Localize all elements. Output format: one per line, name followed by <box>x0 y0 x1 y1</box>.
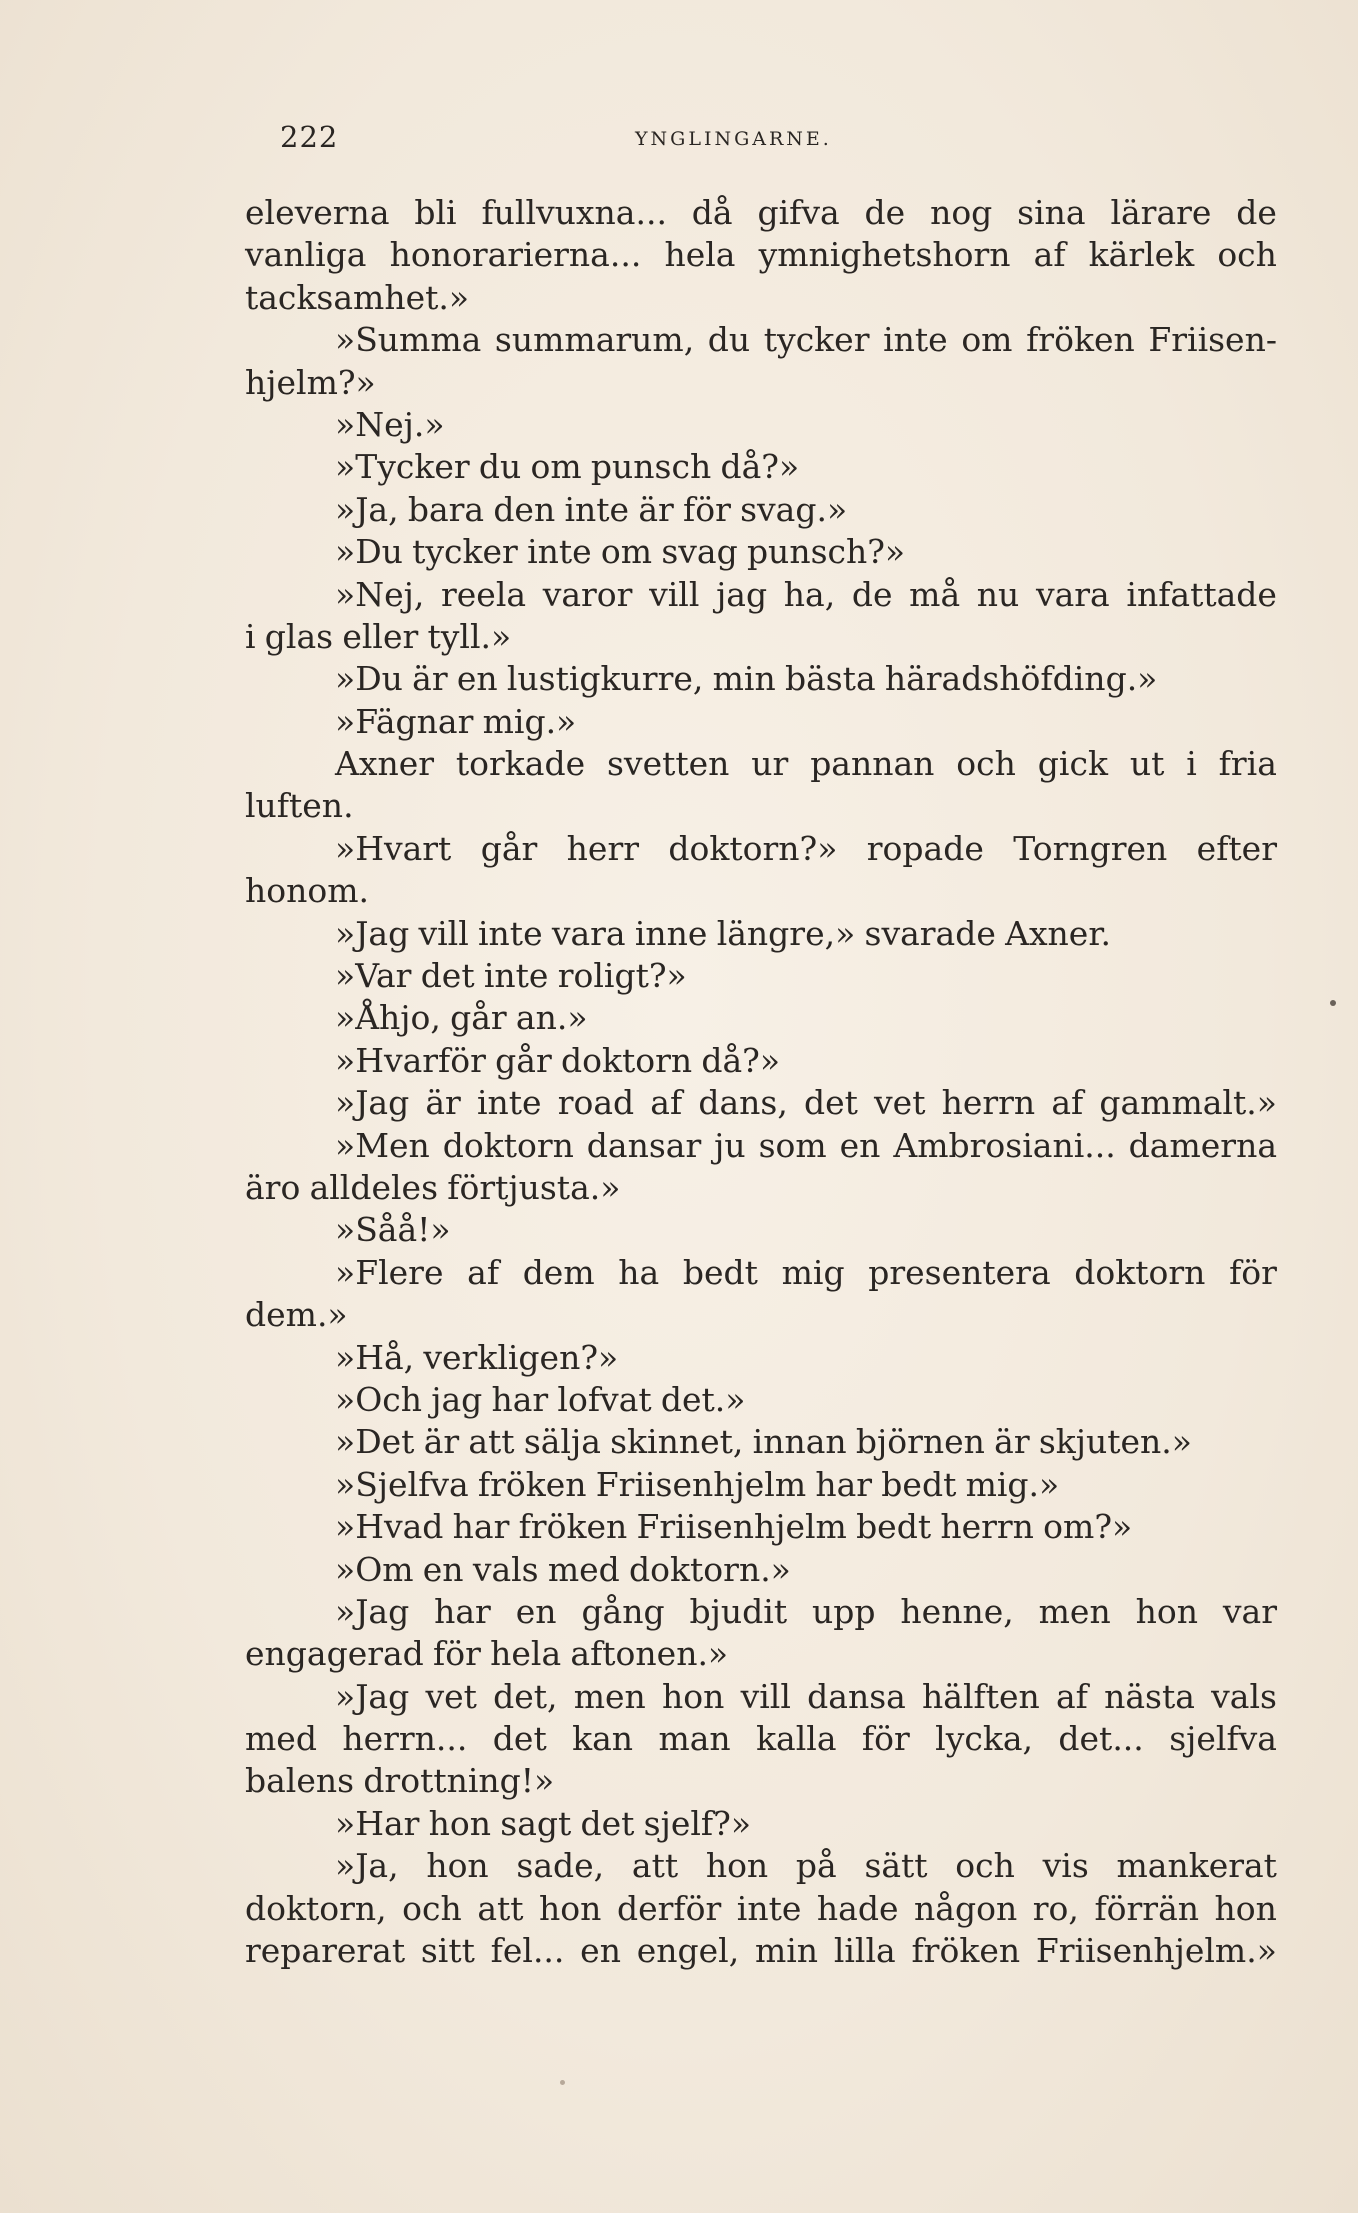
word: »Men <box>335 1125 430 1165</box>
word: road <box>557 1083 635 1123</box>
text-line <box>245 404 1277 446</box>
word: vara <box>1035 574 1110 614</box>
word: summarum, <box>494 320 695 360</box>
word: vanliga <box>245 235 367 275</box>
word: kalla <box>756 1719 837 1759</box>
word: »Och <box>335 1379 422 1419</box>
word: går <box>450 998 507 1038</box>
running-head: YNGLINGARNE. <box>635 128 832 150</box>
word: »Jag <box>335 1083 410 1123</box>
word: hon <box>426 1846 489 1886</box>
word: för <box>683 489 731 529</box>
word: engagerad <box>245 1634 424 1674</box>
word: med <box>547 1549 620 1589</box>
word: vara <box>551 913 626 953</box>
word: vet <box>874 1083 926 1123</box>
word: förrän <box>1094 1888 1199 1928</box>
text-line <box>245 1294 1277 1336</box>
text-line <box>245 913 1277 955</box>
word: har <box>452 1507 510 1547</box>
page-header <box>280 120 1200 160</box>
word: ha <box>618 1252 660 1292</box>
text-line <box>245 277 1277 319</box>
word: tacksamhet.» <box>245 277 470 317</box>
word: en <box>456 659 498 699</box>
word: hon <box>705 1846 769 1886</box>
word: »Jag <box>335 1676 410 1716</box>
word: »Summa <box>335 320 482 360</box>
word: ropade <box>866 828 984 868</box>
word: inte <box>478 913 543 953</box>
word: honom. <box>245 871 370 911</box>
word: bedt <box>682 1252 758 1292</box>
word: svetten <box>606 744 730 784</box>
word: gick <box>1037 744 1108 784</box>
word: skjuten.» <box>1038 1422 1192 1462</box>
word: i <box>245 616 256 656</box>
word: »Fägnar <box>335 701 474 741</box>
text-line <box>245 1209 1277 1251</box>
word: fröken <box>477 1464 587 1504</box>
word: Friisenhjelm.» <box>1035 1931 1277 1971</box>
word: hjelm?» <box>245 362 376 402</box>
word: sälja <box>523 1422 601 1462</box>
word: vals <box>1211 1676 1277 1716</box>
word: an.» <box>515 998 588 1038</box>
word: »Du <box>335 659 403 699</box>
word: inte <box>527 532 592 572</box>
word: »Hå, <box>335 1337 415 1377</box>
word: »Om <box>335 1549 414 1589</box>
word: verkligen?» <box>423 1337 619 1377</box>
word: Ambrosiani... <box>893 1125 1116 1165</box>
word: doktorn <box>1074 1252 1206 1292</box>
word: gifva <box>757 193 840 232</box>
word: björnen <box>855 1422 985 1462</box>
word: det <box>803 1083 858 1123</box>
word: hon <box>1214 1888 1277 1928</box>
word: »Hvarför <box>335 1040 486 1080</box>
word: har <box>491 1379 549 1419</box>
word: doktorn <box>560 1040 693 1080</box>
word: ut <box>1129 744 1165 784</box>
word: inte <box>883 320 948 360</box>
word: eller <box>342 616 419 656</box>
text-line <box>245 1803 1277 1845</box>
word: sitt <box>420 1931 475 1971</box>
word: bedt <box>881 1464 957 1504</box>
word: de <box>851 574 893 614</box>
word: hon <box>662 1676 725 1716</box>
text-line <box>245 1082 1277 1124</box>
word: det <box>492 1719 547 1759</box>
word: bedt <box>856 1507 932 1547</box>
word: punsch?» <box>746 532 906 572</box>
word: i <box>1186 744 1197 784</box>
word: och <box>402 1888 462 1928</box>
word: eleverna <box>245 193 390 232</box>
word: mig.» <box>965 1464 1060 1504</box>
word: nog <box>930 193 993 232</box>
word: upp <box>812 1591 876 1631</box>
text-line <box>245 319 1277 361</box>
word: ro, <box>1032 1888 1079 1928</box>
word: jag <box>431 1379 483 1419</box>
word: då?» <box>720 447 800 487</box>
word: sade, <box>516 1846 605 1886</box>
word: är <box>412 659 448 699</box>
text-line <box>245 1888 1277 1930</box>
word: ha, <box>783 574 836 614</box>
word: inte <box>736 1888 802 1928</box>
word: punsch <box>590 447 712 487</box>
word: »Hvad <box>335 1507 444 1547</box>
text-line <box>245 446 1277 488</box>
word: lilla <box>833 1931 896 1971</box>
word: hon <box>1135 1591 1198 1631</box>
word: sagt <box>500 1803 572 1843</box>
word: af <box>1056 1676 1088 1716</box>
word: »Var <box>335 956 412 996</box>
word: herrn <box>940 1507 1034 1547</box>
word: är <box>425 1083 461 1123</box>
word: Friisenhjelm <box>595 1464 807 1504</box>
word: herrn <box>941 1083 1036 1123</box>
text-line <box>245 1718 1277 1760</box>
text-line <box>245 1633 1277 1675</box>
word: och <box>1217 235 1277 275</box>
word: sjelfva <box>1169 1719 1277 1759</box>
word: för <box>433 1634 481 1674</box>
word: då?» <box>701 1040 781 1080</box>
text-line <box>245 997 1277 1039</box>
word: luften. <box>245 786 354 826</box>
text-line <box>245 1379 1277 1421</box>
text-line <box>245 1337 1277 1379</box>
word: vill <box>740 1676 791 1716</box>
word: af <box>467 1252 500 1292</box>
text-line <box>245 743 1277 785</box>
word: för <box>1229 1252 1277 1292</box>
word: att <box>631 1846 679 1886</box>
word: doktorn, <box>245 1888 387 1928</box>
text-line <box>245 870 1277 912</box>
word: det <box>420 956 475 996</box>
word: inte <box>476 1083 542 1123</box>
text-line <box>245 1549 1277 1591</box>
word: dem.» <box>245 1295 348 1335</box>
word: Friisenhjelm <box>636 1507 847 1547</box>
word: bjudit <box>689 1591 788 1631</box>
word: om <box>600 532 653 572</box>
word: af <box>1051 1083 1084 1123</box>
word: bara <box>407 489 485 529</box>
word: »Såå!» <box>335 1210 451 1250</box>
word: henne, <box>900 1591 1014 1631</box>
word: herr <box>566 828 639 868</box>
word: doktorn.» <box>629 1549 791 1589</box>
word: fullvuxna... <box>481 193 667 232</box>
word: en <box>515 1591 557 1631</box>
word: vals <box>472 1549 539 1589</box>
word: går <box>480 828 538 868</box>
word: min <box>712 659 776 699</box>
word: hälften <box>922 1676 1040 1716</box>
word: varor <box>542 574 633 614</box>
text-line <box>245 785 1277 827</box>
word: hon <box>539 1888 602 1928</box>
word: alldeles <box>309 1167 439 1207</box>
word: äro <box>245 1167 301 1207</box>
text-line <box>245 489 1277 531</box>
word: har <box>434 1591 491 1631</box>
word: glas <box>264 616 334 656</box>
word: vis <box>1042 1846 1089 1886</box>
word: »Du <box>335 532 403 572</box>
word: sätt <box>864 1846 928 1886</box>
word: fel... <box>490 1931 565 1971</box>
word: dansar <box>586 1125 702 1165</box>
text-line <box>245 616 1277 658</box>
word: går <box>495 1040 552 1080</box>
word: »Hvart <box>335 828 452 868</box>
text-line <box>245 1591 1277 1633</box>
word: balens <box>245 1761 355 1801</box>
text-line <box>245 234 1277 276</box>
word: den <box>493 489 556 529</box>
text-line <box>245 1125 1277 1167</box>
text-line <box>245 1506 1277 1548</box>
word: om?» <box>1043 1507 1133 1547</box>
word: att <box>468 1422 515 1462</box>
word: svag.» <box>740 489 848 529</box>
word: »Ja, <box>335 1846 399 1886</box>
word: det... <box>1058 1719 1144 1759</box>
word: en <box>422 1549 464 1589</box>
word: aftonen.» <box>570 1634 729 1674</box>
word: man <box>658 1719 731 1759</box>
word: om <box>530 447 582 487</box>
text-line <box>245 1464 1277 1506</box>
word: »Nej, <box>335 574 425 614</box>
word: lofvat <box>557 1379 652 1419</box>
word: vill <box>418 913 469 953</box>
word: inte <box>483 956 549 996</box>
word: svarade <box>864 913 996 953</box>
word: damerna <box>1128 1125 1277 1165</box>
word: de <box>864 193 906 232</box>
text-line <box>245 1040 1277 1082</box>
word: lärare <box>1110 193 1212 232</box>
word: doktorn?» <box>668 828 838 868</box>
word: inne <box>634 913 708 953</box>
word: du <box>478 447 522 487</box>
word: dem <box>522 1252 595 1292</box>
word: infattade <box>1126 574 1277 614</box>
word: drottning!» <box>363 1761 555 1801</box>
word: hela <box>664 235 736 275</box>
word: ju <box>714 1125 746 1165</box>
text-line <box>245 1421 1277 1463</box>
text-line <box>245 531 1277 573</box>
word: fröken <box>1026 320 1135 360</box>
word: dans, <box>698 1083 788 1123</box>
word: bli <box>414 193 457 232</box>
word: af <box>650 1083 683 1123</box>
word: som <box>758 1125 827 1165</box>
word: engel, <box>636 1931 740 1971</box>
word: efter <box>1196 828 1277 868</box>
page-number: 222 <box>280 120 339 154</box>
word: mankerat <box>1116 1846 1277 1886</box>
word: längre,» <box>716 913 856 953</box>
word: nu <box>976 574 1020 614</box>
word: och <box>956 744 1016 784</box>
word: för <box>861 1719 910 1759</box>
word: skinnet, <box>610 1422 744 1462</box>
word: hade <box>816 1888 899 1928</box>
word: svag <box>661 532 738 572</box>
word: »Tycker <box>335 447 470 487</box>
text-line <box>245 1676 1277 1718</box>
word: pannan <box>810 744 935 784</box>
word: men <box>1038 1591 1111 1631</box>
word: nästa <box>1104 1676 1195 1716</box>
word: »Ja, <box>335 489 399 529</box>
word: lycka, <box>935 1719 1034 1759</box>
word: tycker <box>763 320 870 360</box>
word: sjelf?» <box>643 1803 752 1843</box>
word: en <box>580 1931 621 1971</box>
word: roligt?» <box>557 956 687 996</box>
word: de <box>1236 193 1277 232</box>
word: var <box>1222 1591 1277 1631</box>
word: hon <box>428 1803 492 1843</box>
word: fröken <box>518 1507 628 1547</box>
word: mig.» <box>482 701 577 741</box>
word: vill <box>649 574 700 614</box>
word: doktorn <box>442 1125 574 1165</box>
word: om <box>961 320 1013 360</box>
text-line <box>245 828 1277 870</box>
text-line <box>245 192 1277 234</box>
word: kärlek <box>1088 235 1195 275</box>
word: gång <box>581 1591 665 1631</box>
text-line <box>245 1845 1277 1887</box>
word: bästa <box>784 659 876 699</box>
word: Axner. <box>1005 913 1111 953</box>
word: sina <box>1017 193 1086 232</box>
word: Friisen- <box>1148 320 1277 360</box>
word: inte <box>564 489 630 529</box>
word: är <box>638 489 674 529</box>
word: på <box>795 1846 837 1886</box>
text-line <box>245 362 1277 404</box>
word: någon <box>914 1888 1018 1928</box>
word: förtjusta.» <box>447 1167 621 1207</box>
word: det, <box>493 1676 558 1716</box>
text-line <box>245 1167 1277 1209</box>
word: må <box>909 574 961 614</box>
word: presentera <box>868 1252 1051 1292</box>
word: lustigkurre, <box>506 659 704 699</box>
text-line <box>245 1760 1277 1802</box>
text-line <box>245 1252 1277 1294</box>
word: har <box>815 1464 873 1504</box>
word: »Sjelfva <box>335 1464 469 1504</box>
word: torkade <box>455 744 586 784</box>
word: ymnighetshorn <box>758 235 1011 275</box>
word: en <box>839 1125 881 1165</box>
word: kan <box>572 1719 634 1759</box>
text-line <box>245 574 1277 616</box>
word: »Flere <box>335 1252 444 1292</box>
paper-speck <box>560 2080 565 2085</box>
word: af <box>1033 235 1066 275</box>
word: då <box>691 193 733 232</box>
word: mig <box>781 1252 845 1292</box>
word: det.» <box>660 1379 746 1419</box>
word: »Nej.» <box>335 404 445 444</box>
word: »Har <box>335 1803 420 1843</box>
word: fria <box>1218 744 1277 784</box>
word: »Åhjo, <box>335 998 441 1038</box>
word: hela <box>490 1634 562 1674</box>
word: men <box>573 1676 646 1716</box>
word: är <box>423 1422 460 1462</box>
word: tycker <box>412 532 518 572</box>
body-text <box>245 192 1277 1972</box>
word: fröken <box>911 1931 1021 1971</box>
word: och <box>955 1846 1015 1886</box>
text-line <box>245 658 1277 700</box>
word: vet <box>425 1676 477 1716</box>
word: att <box>477 1888 524 1928</box>
word: reela <box>440 574 527 614</box>
word: det <box>580 1803 635 1843</box>
text-line <box>245 1930 1277 1972</box>
text-line <box>245 701 1277 743</box>
word: tyll.» <box>427 616 512 656</box>
word: jag <box>716 574 768 614</box>
word: »Det <box>335 1422 415 1462</box>
word: herrn... <box>342 1719 468 1759</box>
word: du <box>707 320 751 360</box>
word: »Jag <box>335 913 410 953</box>
word: dansa <box>807 1676 906 1716</box>
word: innan <box>752 1422 847 1462</box>
word: med <box>245 1719 317 1759</box>
word: ur <box>751 744 789 784</box>
word: honorarierna... <box>389 235 642 275</box>
word: Axner <box>335 744 434 784</box>
word: gammalt.» <box>1099 1083 1277 1123</box>
word: min <box>754 1931 819 1971</box>
word: är <box>994 1422 1030 1462</box>
paper-speck <box>1330 1000 1336 1006</box>
text-line <box>245 955 1277 997</box>
word: derför <box>616 1888 722 1928</box>
word: reparerat <box>245 1931 406 1971</box>
word: häradshöfding.» <box>884 659 1158 699</box>
word: Torngren <box>1013 828 1168 868</box>
word: »Jag <box>335 1591 410 1631</box>
